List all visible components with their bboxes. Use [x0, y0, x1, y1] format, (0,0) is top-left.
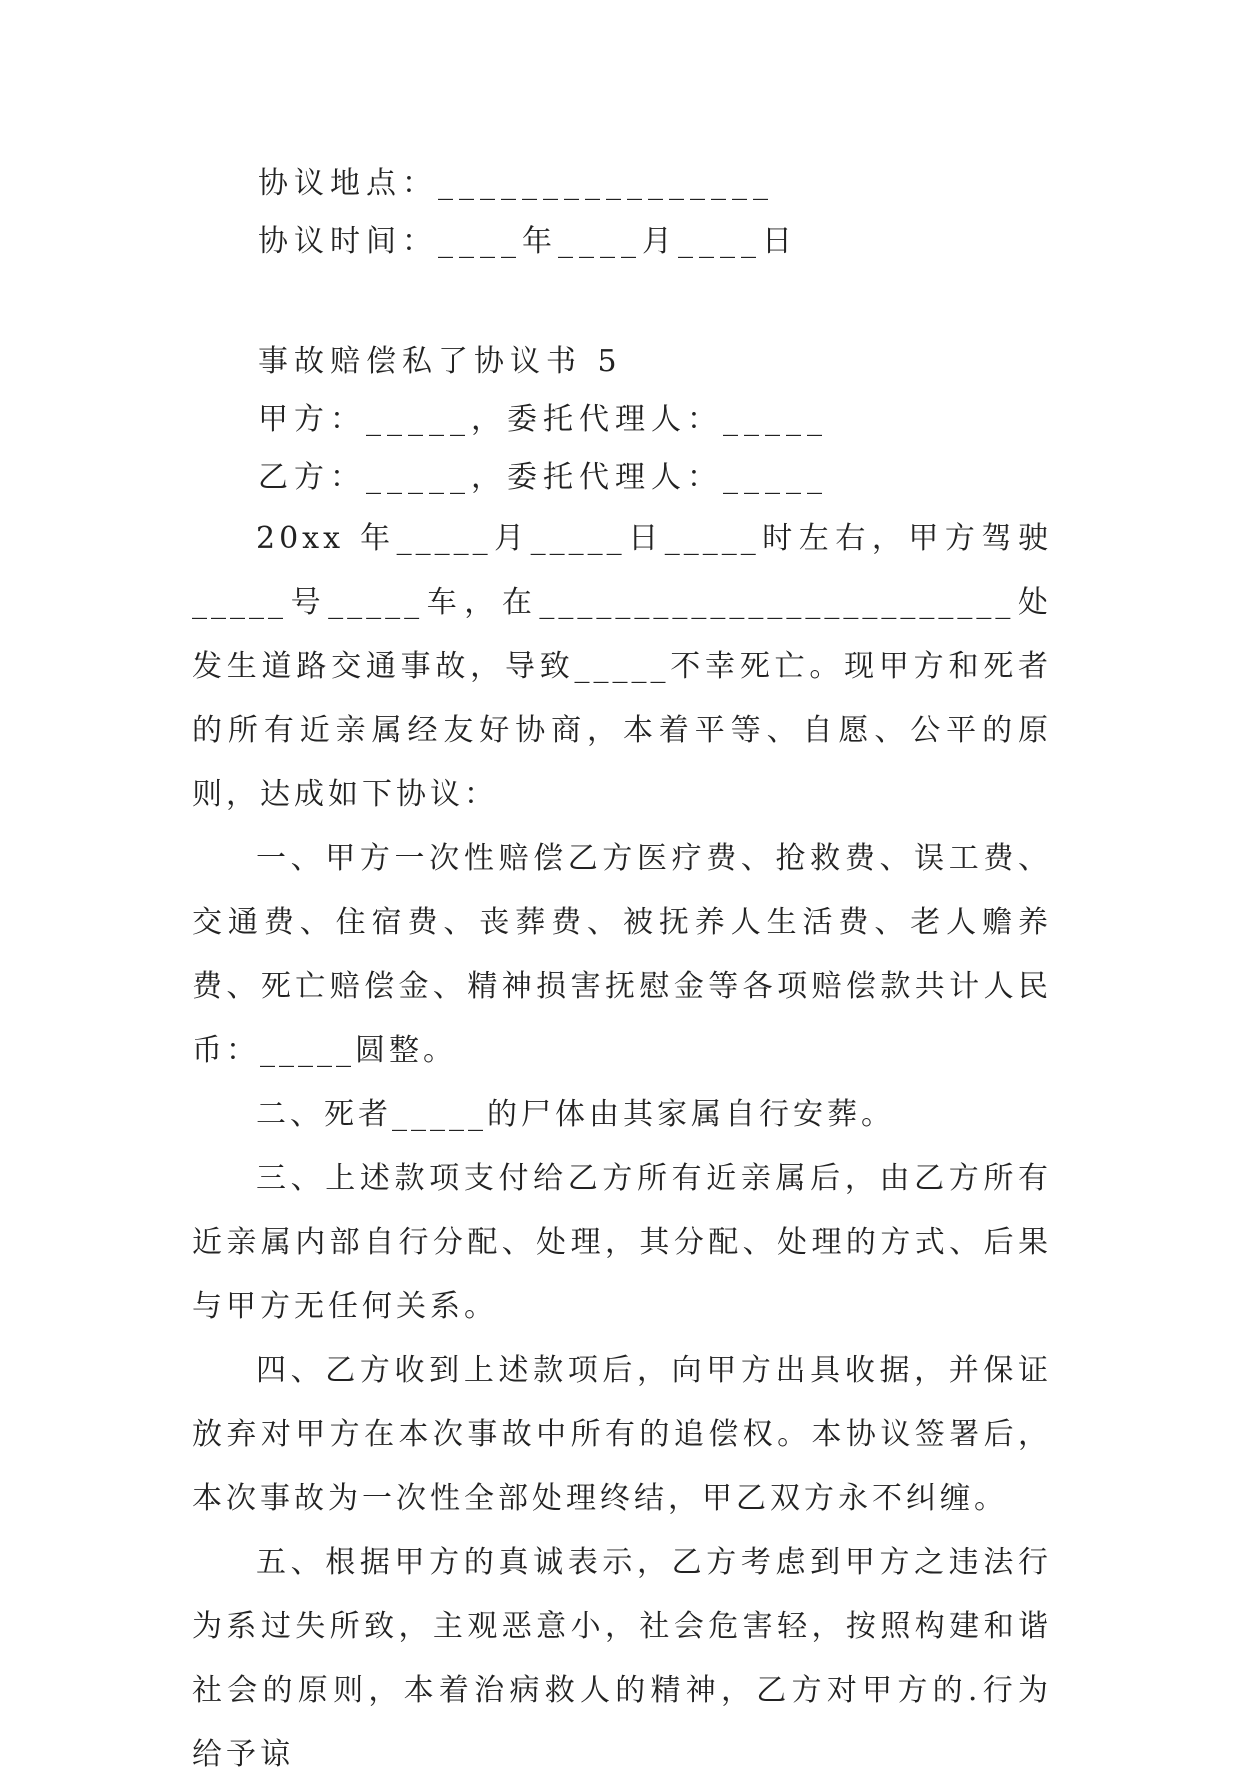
section-gap	[192, 271, 1052, 333]
clause-2: 二、死者_____的尸体由其家属自行安葬。	[256, 1097, 895, 1132]
document-title: 事故赔偿私了协议书 5	[258, 344, 623, 379]
agreement-place: 协议地点：________________	[258, 166, 774, 201]
clause-3: 三、上述款项支付给乙方所有近亲属后，由乙方所有近亲属内部自行分配、处理，其分配、处理的方式、后果与甲方无任何关系。	[192, 1161, 1052, 1324]
party-a-line: 甲方：_____，委托代理人：_____	[258, 402, 828, 437]
clause-1: 一、甲方一次性赔偿乙方医疗费、抢救费、误工费、交通费、住宿费、丧葬费、被抚养人生活费、老人赡养费、死亡赔偿金、精神损害抚慰金等各项赔偿款共计人民币：_____圆整。	[192, 841, 1052, 1068]
agreement-time: 协议时间：____年____月____日	[258, 224, 798, 259]
clause-4: 四、乙方收到上述款项后，向甲方出具收据，并保证放弃对甲方在本次事故中所有的追偿权。本协议签署后，本次事故为一次性全部处理终结，甲乙双方永不纠缠。	[192, 1353, 1052, 1516]
clause-5: 五、根据甲方的真诚表示，乙方考虑到甲方之违法行为系过失所致，主观恶意小，社会危害轻，按照构建和谐社会的原则，本着治病救人的精神，乙方对甲方的.行为给予谅	[192, 1545, 1052, 1772]
intro-paragraph: 20xx 年_____月_____日_____时左右，甲方驾驶_____号_____车，在_________________________处发生道路交通事故，导致_____不幸死亡。现甲方和死者的所有近亲属经友好协商，本着平等、自愿、公平的原则，达成如下协议：	[192, 521, 1052, 812]
party-b-line: 乙方：_____，委托代理人：_____	[258, 460, 828, 495]
document-body	[192, 155, 1052, 1787]
